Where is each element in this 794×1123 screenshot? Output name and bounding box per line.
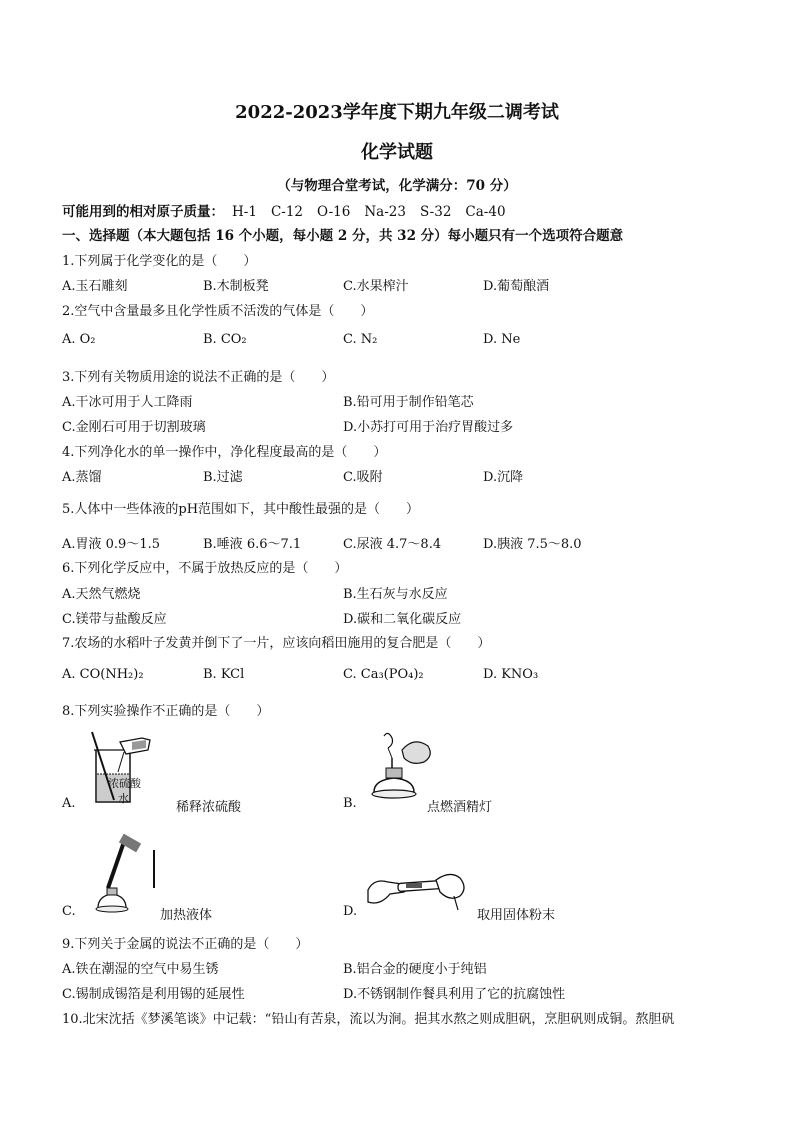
- option-b: B. KCl: [203, 667, 245, 682]
- question-stem: 2.空气中含量最多且化学性质不活泼的气体是（ ）: [62, 304, 374, 319]
- question-stem: 6.下列化学反应中，不属于放热反应的是（ ）: [62, 561, 348, 576]
- mass-c: C-12: [270, 204, 304, 220]
- option-b: B.铝合金的硬度小于纯铝: [343, 962, 487, 977]
- option-a: A.铁在潮湿的空气中易生锈: [62, 962, 219, 977]
- mass-h: H-1: [232, 204, 257, 220]
- label-water: 水: [118, 792, 129, 805]
- option-b: B. CO₂: [203, 332, 247, 347]
- option-a: A.天然气燃烧: [62, 587, 141, 602]
- option-a: A.干冰可用于人工降雨: [62, 395, 193, 410]
- option-b: B.铅可用于制作铅笔芯: [343, 395, 474, 410]
- option-b: B.生石灰与水反应: [343, 587, 448, 602]
- mass-ca: Ca-40: [465, 204, 506, 220]
- option-c: C.锡制成锡箔是利用锡的延展性: [62, 987, 245, 1002]
- section-heading: 一、选择题（本大题包括 16 个小题，每小题 2 分，共 32 分）每小题只有一个选项符合题意: [62, 228, 624, 244]
- option-b: B.过滤: [203, 470, 243, 485]
- mass-s: S-32: [419, 204, 452, 220]
- label-acid: 浓硫酸: [108, 777, 141, 790]
- option-b: B.唾液 6.6～7.1: [203, 537, 302, 552]
- option-a: A.: [62, 796, 76, 811]
- subject-title: 化学试题: [361, 142, 433, 163]
- option-c: C.镁带与盐酸反应: [62, 612, 167, 627]
- question-stem: 7.农场的水稻叶子发黄并倒下了一片，应该向稻田施用的复合肥是（ ）: [62, 636, 491, 651]
- option-c: C. N₂: [343, 332, 378, 347]
- score-note: （与物理合堂考试，化学满分：70 分）: [277, 178, 517, 194]
- option-c: C. Ca₃(PO₄)₂: [343, 667, 424, 682]
- option-b: B.: [343, 796, 357, 811]
- option-d: D. Ne: [483, 332, 521, 347]
- mass-o: O-16: [317, 204, 351, 220]
- option-d: D.沉降: [483, 470, 524, 485]
- option-a: A.蒸馏: [62, 470, 102, 485]
- heating-liquid-figure: [84, 830, 164, 914]
- option-a: A. CO(NH₂)₂: [62, 667, 144, 682]
- question-stem: 9.下列关于金属的说法不正确的是（ ）: [62, 937, 309, 952]
- option-d: D. KNO₃: [483, 667, 539, 682]
- option-d: D.小苏打可用于治疗胃酸过多: [343, 420, 514, 435]
- option-d: D.葡萄酿酒: [483, 279, 550, 294]
- option-a: A. O₂: [62, 332, 96, 347]
- caption-a: 稀释浓硫酸: [176, 800, 242, 815]
- caption-d: 取用固体粉末: [477, 908, 556, 923]
- option-c: C.尿液 4.7～8.4: [343, 537, 442, 552]
- mass-na: Na-23: [364, 204, 406, 220]
- option-c: C.金刚石可用于切割玻璃: [62, 420, 206, 435]
- option-c: C.: [62, 904, 76, 919]
- option-b: B.木制板凳: [203, 279, 269, 294]
- solid-powder-figure: [360, 862, 472, 914]
- caption-b: 点燃酒精灯: [427, 800, 493, 815]
- option-a: A.胃液 0.9～1.5: [62, 537, 161, 552]
- option-d: D.不锈钢制作餐具利用了它的抗腐蚀性: [343, 987, 566, 1002]
- question-stem: 10.北宋沈括《梦溪笔谈》中记载：“铅山有苦泉，流以为涧。挹其水熬之则成胆矾，烹胆矾则成铜。熬胆矾: [62, 1012, 675, 1027]
- question-stem: 5.人体中一些体液的pH范围如下，其中酸性最强的是（ ）: [62, 502, 420, 517]
- option-d: D.碳和二氧化碳反应: [343, 612, 462, 627]
- option-c: C.水果榨汁: [343, 279, 409, 294]
- option-d: D.胰液 7.5～8.0: [483, 537, 582, 552]
- question-stem: 1.下列属于化学变化的是（ ）: [62, 254, 257, 269]
- question-stem: 3.下列有关物质用途的说法不正确的是（ ）: [62, 370, 335, 385]
- option-a: A.玉石雕刻: [62, 279, 128, 294]
- option-c: C.吸附: [343, 470, 383, 485]
- question-stem: 8.下列实验操作不正确的是（ ）: [62, 704, 270, 719]
- atomic-masses-label: 可能用到的相对原子质量：: [62, 204, 224, 220]
- caption-c: 加热液体: [160, 908, 213, 923]
- atomic-masses: [62, 200, 520, 220]
- option-d: D.: [343, 904, 358, 919]
- question-stem: 4.下列净化水的单一操作中，净化程度最高的是（ ）: [62, 445, 387, 460]
- exam-title: 2022-2023学年度下期九年级二调考试: [235, 102, 559, 123]
